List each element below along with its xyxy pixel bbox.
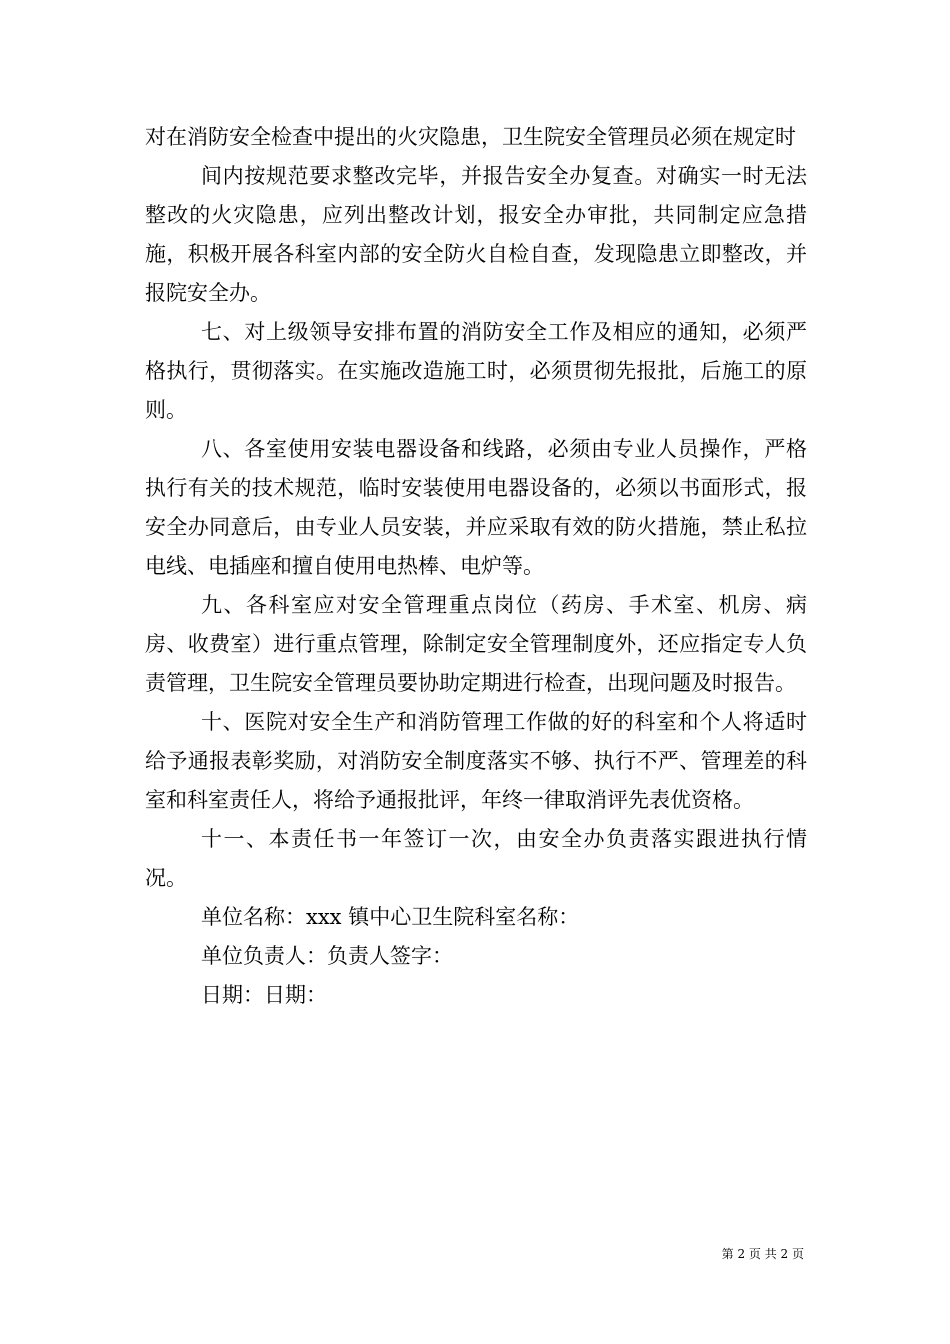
paragraph-item-8: 八、各室使用安装电器设备和线路，必须由专业人员操作，严格执行有关的技术规范，临时安装使用电器设备的，必须以书面形式，报安全办同意后，由专业人员安装，并应采取有效的防火措施，禁止私拉电线、电插座和擅自使用电热棒、电炉等。	[145, 437, 807, 578]
paragraph-item-10: 十、医院对安全生产和消防管理工作做的好的科室和个人将适时给予通报表彰奖励，对消防安全制度落实不够、执行不严、管理差的科室和科室责任人，将给予通报批评，年终一律取消评先表优资格。	[145, 710, 807, 812]
paragraph-rectification: 间内按规范要求整改完毕，并报告安全办复查。对确实一时无法整改的火灾隐患，应列出整改计划，报安全办审批，共同制定应急措施，积极开展各科室内部的安全防火自检自查，发现隐患立即整改，并报院安全办。	[145, 164, 807, 305]
signature-block	[145, 898, 807, 1015]
unit-name-line: 单位名称：xxx 镇中心卫生院科室名称：	[201, 905, 580, 929]
date-line: 日期：日期：	[201, 983, 327, 1007]
document-body	[145, 118, 807, 1015]
paragraph-item-9: 九、各科室应对安全管理重点岗位（药房、手术室、机房、病房、收费室）进行重点管理，除制定安全管理制度外，还应指定专人负责管理，卫生院安全管理员要协助定期进行检查，出现问题及时报告。	[145, 593, 807, 695]
paragraph-intro: 对在消防安全检查中提出的火灾隐患，卫生院安全管理员必须在规定时	[145, 125, 796, 149]
paragraph-item-7: 七、对上级领导安排布置的消防安全工作及相应的通知，必须严格执行，贯彻落实。在实施改造施工时，必须贯彻先报批，后施工的原则。	[145, 320, 807, 422]
unit-leader-line: 单位负责人：负责人签字：	[201, 944, 453, 968]
paragraph-item-11: 十一、本责任书一年签订一次，由安全办负责落实跟进执行情况。	[145, 827, 807, 890]
page-number-footer: 第 2 页 共 2 页	[721, 1247, 804, 1261]
